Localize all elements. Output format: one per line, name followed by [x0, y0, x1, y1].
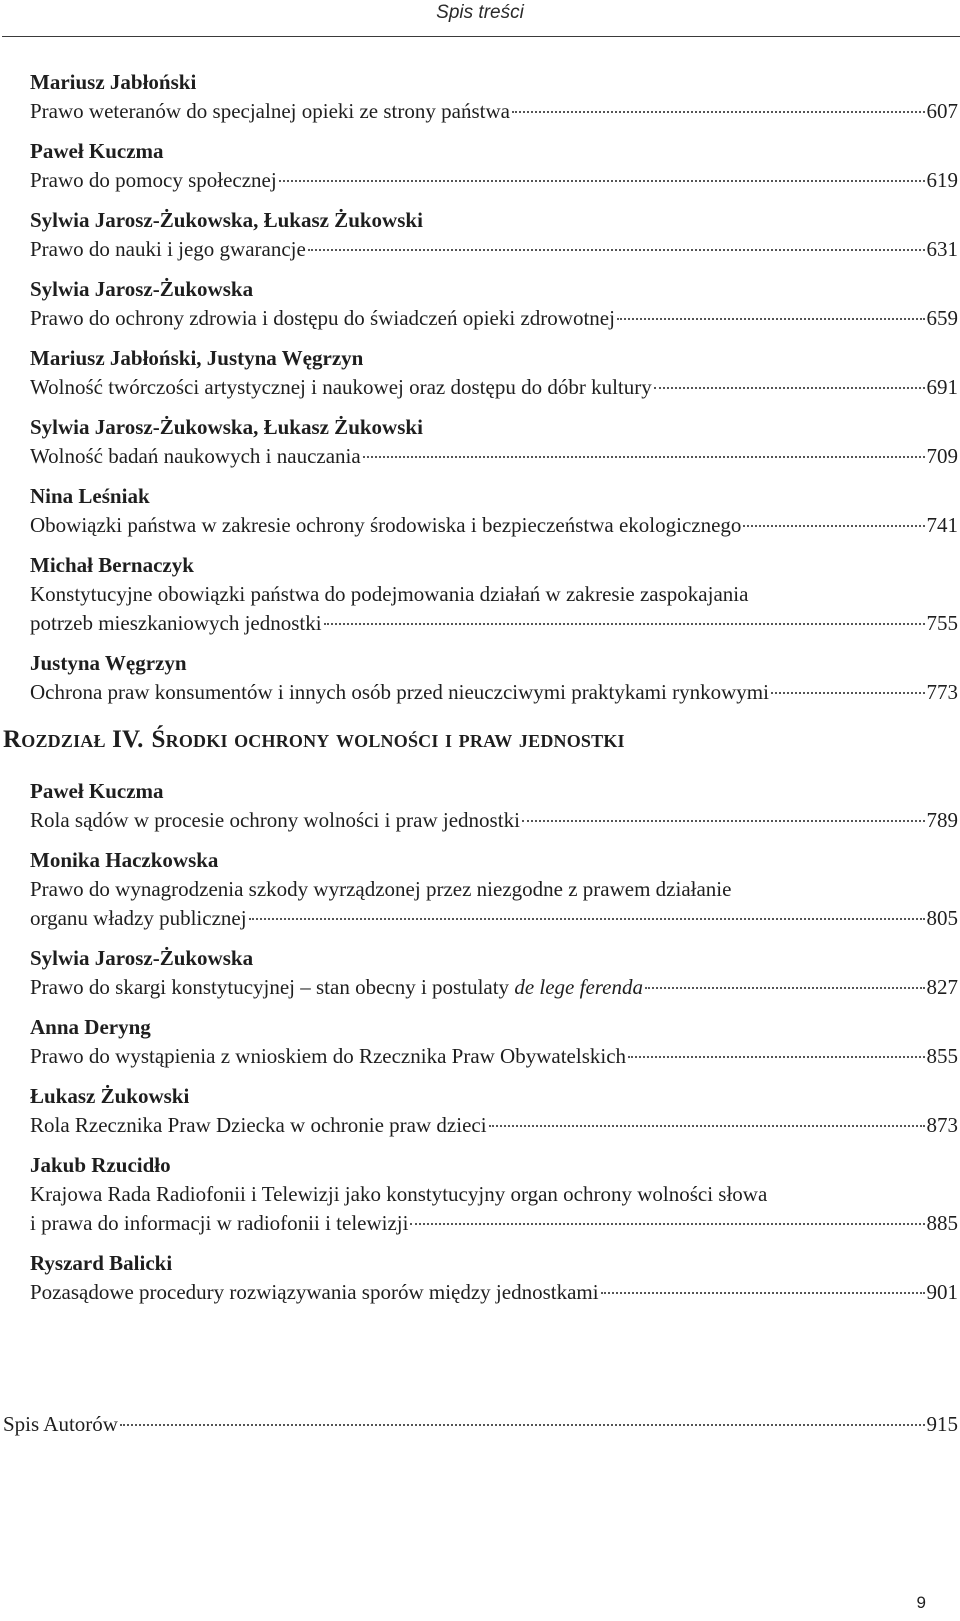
page-ref: 659 [926, 306, 958, 330]
entry-title-text: Wolność badań naukowych i nauczania [30, 444, 361, 468]
entry-title-text: Obowiązki państwa w zakresie ochrony środowiska i bezpieczeństwa ekologicznego [30, 513, 742, 537]
toc-entry[interactable] [30, 777, 958, 835]
page-ref: 607 [926, 99, 958, 123]
entry-title [30, 97, 510, 126]
authors-index-label: Spis Autorów [3, 1412, 118, 1436]
entry-author: Sylwia Jarosz-Żukowska, Łukasz Żukowski [30, 415, 423, 439]
toc-entry[interactable] [30, 482, 958, 540]
entry-title-text: Rola sądów w procesie ochrony wolności i praw jednostki [30, 808, 520, 832]
entry-author: Nina Leśniak [30, 484, 150, 508]
entry-author: Sylwia Jarosz-Żukowska [30, 277, 254, 301]
entry-title-line [30, 580, 958, 609]
entry-title [30, 1209, 408, 1238]
running-header: Spis treści [436, 2, 524, 23]
entry-author: Paweł Kuczma [30, 139, 164, 163]
page-ref: 741 [926, 513, 958, 537]
entry-title-text: Prawo do wynagrodzenia szkody wyrządzonej przez niezgodne z prawem działanie [30, 877, 732, 901]
entry-author: Sylwia Jarosz-Żukowska [30, 946, 254, 970]
table-of-contents [3, 68, 958, 1318]
entry-author: Monika Haczkowska [30, 848, 219, 872]
header-rule [2, 36, 960, 37]
page-ref: 855 [926, 1044, 958, 1068]
page-number: 9 [916, 1593, 926, 1612]
page-ref: 755 [926, 611, 958, 635]
page-ref: 885 [926, 1211, 958, 1235]
chapter-heading [3, 725, 958, 755]
toc-entry[interactable] [30, 344, 958, 402]
entry-title [30, 678, 769, 707]
entry-title-line [30, 304, 958, 333]
entry-author: Jakub Rzucidło [30, 1153, 171, 1177]
entry-title-text: Rola Rzecznika Praw Dziecka w ochronie praw dzieci [30, 1113, 487, 1137]
entry-author: Mariusz Jabłoński [30, 70, 197, 94]
entry-author: Justyna Węgrzyn [30, 651, 187, 675]
toc-part-2 [30, 777, 958, 1307]
entry-author: Anna Deryng [30, 1015, 151, 1039]
dot-leader [279, 180, 925, 182]
dot-leader [324, 623, 925, 625]
entry-author: Ryszard Balicki [30, 1251, 173, 1275]
dot-leader [601, 1292, 925, 1294]
entry-title [30, 304, 615, 333]
page-ref: 691 [926, 375, 958, 399]
entry-author: Paweł Kuczma [30, 779, 164, 803]
dot-leader [308, 249, 925, 251]
toc-entry[interactable] [30, 846, 958, 933]
entry-title-line [30, 1209, 958, 1238]
entry-title-text: Prawo do nauki i jego gwarancje [30, 237, 306, 261]
entry-title-line [30, 904, 958, 933]
entry-title-text: Wolność twórczości artystycznej i naukowej oraz dostępu do dóbr kultury [30, 375, 652, 399]
dot-leader [617, 318, 925, 320]
toc-entry[interactable] [30, 1151, 958, 1238]
entry-title-text: i prawa do informacji w radiofonii i telewizji [30, 1211, 409, 1235]
entry-title [30, 609, 322, 638]
page-ref: 631 [926, 237, 958, 261]
entry-title-line [30, 806, 958, 835]
toc-entry[interactable] [30, 137, 958, 195]
entry-title-text: Pozasądowe procedury rozwiązywania sporów między jednostkami [30, 1280, 599, 1304]
entry-author: Sylwia Jarosz-Żukowska, Łukasz Żukowski [30, 208, 423, 232]
entry-title-line [30, 97, 958, 126]
entry-title-line [30, 1180, 958, 1209]
dot-leader [743, 525, 924, 527]
entry-title-line [30, 1042, 958, 1071]
toc-entry[interactable] [30, 649, 958, 707]
page-ref: 773 [926, 680, 958, 704]
entry-title-line [30, 166, 958, 195]
entry-title [30, 442, 361, 471]
entry-title-text: Krajowa Rada Radiofonii i Telewizji jako konstytucyjny organ ochrony wolności słowa [30, 1182, 768, 1206]
chapter-label: Rozdział IV. [3, 726, 144, 753]
toc-entry[interactable] [30, 68, 958, 126]
entry-title-text: Prawo do ochrony zdrowia i dostępu do świadczeń opieki zdrowotnej [30, 306, 615, 330]
entry-title [30, 875, 731, 904]
toc-authors-index[interactable] [3, 1410, 958, 1439]
toc-entry[interactable] [30, 1082, 958, 1140]
dot-leader [363, 456, 925, 458]
entry-author: Michał Bernaczyk [30, 553, 194, 577]
entry-title-line [30, 373, 958, 402]
entry-title [30, 973, 643, 1002]
entry-title [30, 166, 277, 195]
toc-entry[interactable] [30, 1013, 958, 1071]
toc-entry[interactable] [30, 413, 958, 471]
entry-title-text: organu władzy publicznej [30, 906, 247, 930]
entry-title-text: potrzeb mieszkaniowych jednostki [30, 611, 322, 635]
entry-title-text: Prawo weteranów do specjalnej opieki ze strony państwa [30, 99, 510, 123]
chapter-title: Środki ochrony wolności i praw jednostki [151, 726, 625, 753]
dot-leader [120, 1424, 925, 1426]
entry-author: Łukasz Żukowski [30, 1084, 190, 1108]
entry-author: Mariusz Jabłoński, Justyna Węgrzyn [30, 346, 364, 370]
toc-entry[interactable] [30, 1249, 958, 1307]
entry-title-text: Ochrona praw konsumentów i innych osób przed nieuczciwymi praktykami rynkowymi [30, 680, 769, 704]
dot-leader [410, 1223, 924, 1225]
page-ref: 915 [926, 1412, 958, 1436]
entry-title [30, 1180, 767, 1209]
entry-title-text: Konstytucyjne obowiązki państwa do podejmowania działań w zakresie zaspokajania [30, 582, 749, 606]
page-ref: 709 [926, 444, 958, 468]
dot-leader [512, 111, 925, 113]
entry-title-line [30, 511, 958, 540]
entry-title-line [30, 235, 958, 264]
entry-title [30, 235, 306, 264]
page-ref: 789 [926, 808, 958, 832]
entry-title-italic: de lege ferenda [514, 975, 643, 999]
entry-title-line [30, 609, 958, 638]
entry-title [30, 580, 748, 609]
dot-leader [654, 387, 925, 389]
entry-title [30, 1042, 626, 1071]
entry-title [30, 904, 247, 933]
entry-title-text: Prawo do wystąpienia z wnioskiem do Rzecznika Praw Obywatelskich [30, 1044, 627, 1068]
entry-title [30, 1278, 599, 1307]
page-ref: 827 [926, 975, 958, 999]
toc-part-1 [30, 68, 958, 707]
dot-leader [645, 987, 925, 989]
dot-leader [249, 918, 925, 920]
dot-leader [628, 1056, 924, 1058]
page-ref: 901 [926, 1280, 958, 1304]
dot-leader [771, 692, 925, 694]
entry-title-line [30, 973, 958, 1002]
entry-title [30, 373, 652, 402]
toc-entry[interactable] [30, 551, 958, 638]
entry-title [30, 1111, 487, 1140]
toc-entry[interactable] [30, 206, 958, 264]
entry-title [30, 806, 520, 835]
page-ref: 805 [926, 906, 958, 930]
entry-title-line [30, 678, 958, 707]
entry-title-line [30, 1278, 958, 1307]
entry-title-line [30, 442, 958, 471]
entry-title-line [30, 1111, 958, 1140]
entry-title-text: Prawo do skargi konstytucyjnej – stan obecny i postulaty [30, 975, 515, 999]
dot-leader [522, 820, 925, 822]
toc-entry[interactable] [30, 944, 958, 1002]
entry-title [30, 511, 741, 540]
dot-leader [489, 1125, 925, 1127]
entry-title-line [30, 875, 958, 904]
page-ref: 619 [926, 168, 958, 192]
entry-title-text: Prawo do pomocy społecznej [30, 168, 277, 192]
page-ref: 873 [926, 1113, 958, 1137]
toc-entry[interactable] [30, 275, 958, 333]
